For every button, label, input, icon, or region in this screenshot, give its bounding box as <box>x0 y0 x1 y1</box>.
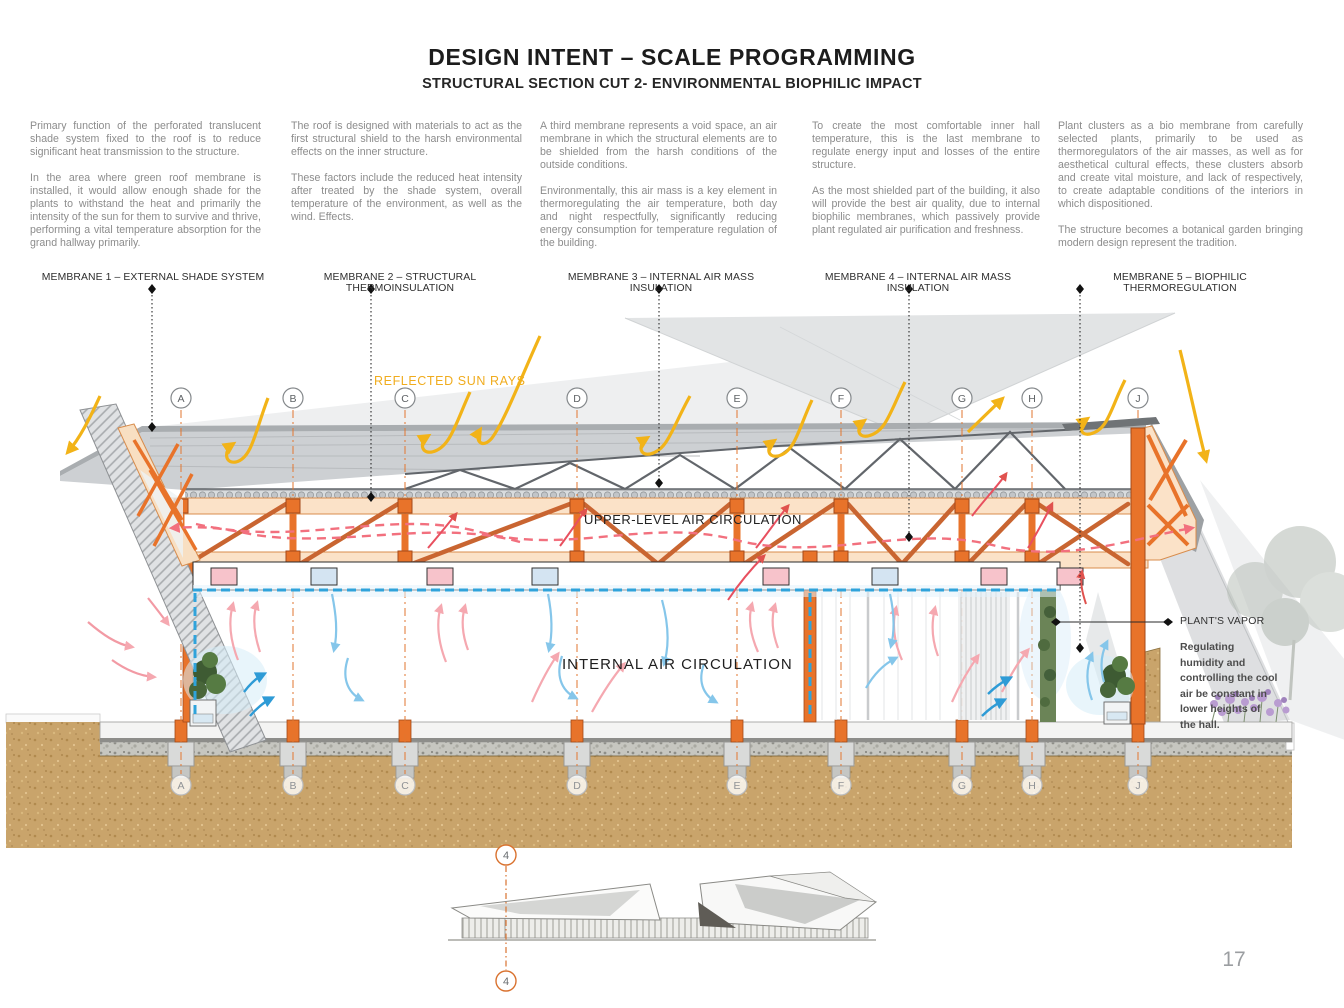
svg-text:J: J <box>1135 780 1141 792</box>
text-column-membrane-1 <box>30 120 261 263</box>
svg-text:D: D <box>573 780 581 792</box>
page-title: DESIGN INTENT – SCALE PROGRAMMING <box>428 44 916 70</box>
paragraph: A third membrane represents a void space, an air membrane in which the structural elements are to be shielded from the harsh conditions of the outside conditions. <box>540 120 777 171</box>
paragraph: The roof is designed with materials to act as the first structural shield to the harsh environmental effects on the inner structure. <box>291 120 522 158</box>
floor-slab <box>100 722 1292 742</box>
svg-text:B: B <box>289 393 297 405</box>
svg-text:A: A <box>177 780 185 792</box>
plants-vapor-description: Regulating humidity and controlling the cool air be constant in lower heights of the hall. <box>1180 641 1278 731</box>
key-elevation <box>448 845 876 991</box>
svg-text:D: D <box>573 393 581 405</box>
reflected-sun-rays-label: REFLECTED SUN RAYS <box>374 374 526 388</box>
svg-text:C: C <box>401 780 409 792</box>
paragraph: Primary function of the perforated translucent shade system fixed to the roof is to reduce significant heat transmission to the structure. <box>30 120 261 158</box>
membrane-boundary-dashed <box>193 590 1056 714</box>
membrane-4-label: MEMBRANE 4 – INTERNAL AIR MASS INSULATION <box>824 272 1012 294</box>
paragraph: In the area where green roof membrane is installed, it would allow enough shade for the plants to withstand the heat and primarily the intensity of the sun for them to survive and thrive, performing a vital temperature absorption for the grand hallway primarily. <box>30 172 261 249</box>
svg-text:A: A <box>177 393 185 405</box>
paragraph: To create the most comfortable inner hall temperature, this is the last membrane to regulate energy input and losses of the entire structure. <box>812 120 1040 171</box>
svg-text:4: 4 <box>502 850 510 862</box>
membrane-1-label: MEMBRANE 1 – EXTERNAL SHADE SYSTEM <box>41 272 265 283</box>
text-column-membrane-2 <box>291 120 522 237</box>
paragraph: Environmentally, this air mass is a key element in thermoregulating the air temperature, both day and night respectfully, significantly reducing energy consumption for temperature regulation of the building. <box>540 185 777 249</box>
svg-text:E: E <box>733 780 741 792</box>
svg-text:E: E <box>733 393 741 405</box>
paragraph: Plant clusters as a bio membrane from carefully selected plants, primarily to be used as thermoregulators of the air masses, as well as for aesthetical cultural effects, these clusters absorb and create vital moisture, and lack of respectively, to create adaptable conditions of the interiors in which dispositioned. <box>1058 120 1303 210</box>
paragraph: As the most shielded part of the building, it also will provide the best air quality, due to internal biophilic membranes, which passively provide plant regulated air purification and freshness. <box>812 185 1040 236</box>
svg-text:H: H <box>1028 780 1036 792</box>
hall-interior <box>183 580 1134 720</box>
internal-air-label: INTERNAL AIR CIRCULATION <box>562 656 793 673</box>
svg-text:B: B <box>289 780 297 792</box>
svg-text:4: 4 <box>502 976 510 988</box>
svg-text:F: F <box>837 393 845 405</box>
text-column-membrane-5 <box>1058 120 1303 263</box>
svg-text:C: C <box>401 393 409 405</box>
paragraph: The structure becomes a botanical garden bringing modern design represent the tradition. <box>1058 224 1303 249</box>
text-column-membrane-4 <box>812 120 1040 250</box>
page-number: 17 <box>1222 948 1246 971</box>
membrane-2-label: MEMBRANE 2 – STRUCTURAL THERMOINSULATION <box>323 272 477 294</box>
page-subtitle: STRUCTURAL SECTION CUT 2- ENVIRONMENTAL BIOPHILIC IMPACT <box>422 76 922 92</box>
svg-text:H: H <box>1028 393 1036 405</box>
membrane-5-label: MEMBRANE 5 – BIOPHILIC THERMOREGULATION <box>1113 272 1247 294</box>
paragraph: These factors include the reduced heat intensity after treated by the shade system, overall temperature of the environment, as well as the wind. Effects. <box>291 172 522 223</box>
svg-text:G: G <box>957 780 967 792</box>
svg-text:F: F <box>837 780 845 792</box>
membrane-3-label: MEMBRANE 3 – INTERNAL AIR MASS INSULATION <box>567 272 755 294</box>
plants-vapor-label: PLANT'S VAPOR <box>1180 615 1265 627</box>
ceiling-service-band <box>193 562 1083 597</box>
text-column-membrane-3 <box>540 120 777 263</box>
svg-text:J: J <box>1135 393 1141 405</box>
upper-level-air-label: UPPER-LEVEL AIR CIRCULATION <box>584 512 802 527</box>
svg-text:G: G <box>957 393 967 405</box>
